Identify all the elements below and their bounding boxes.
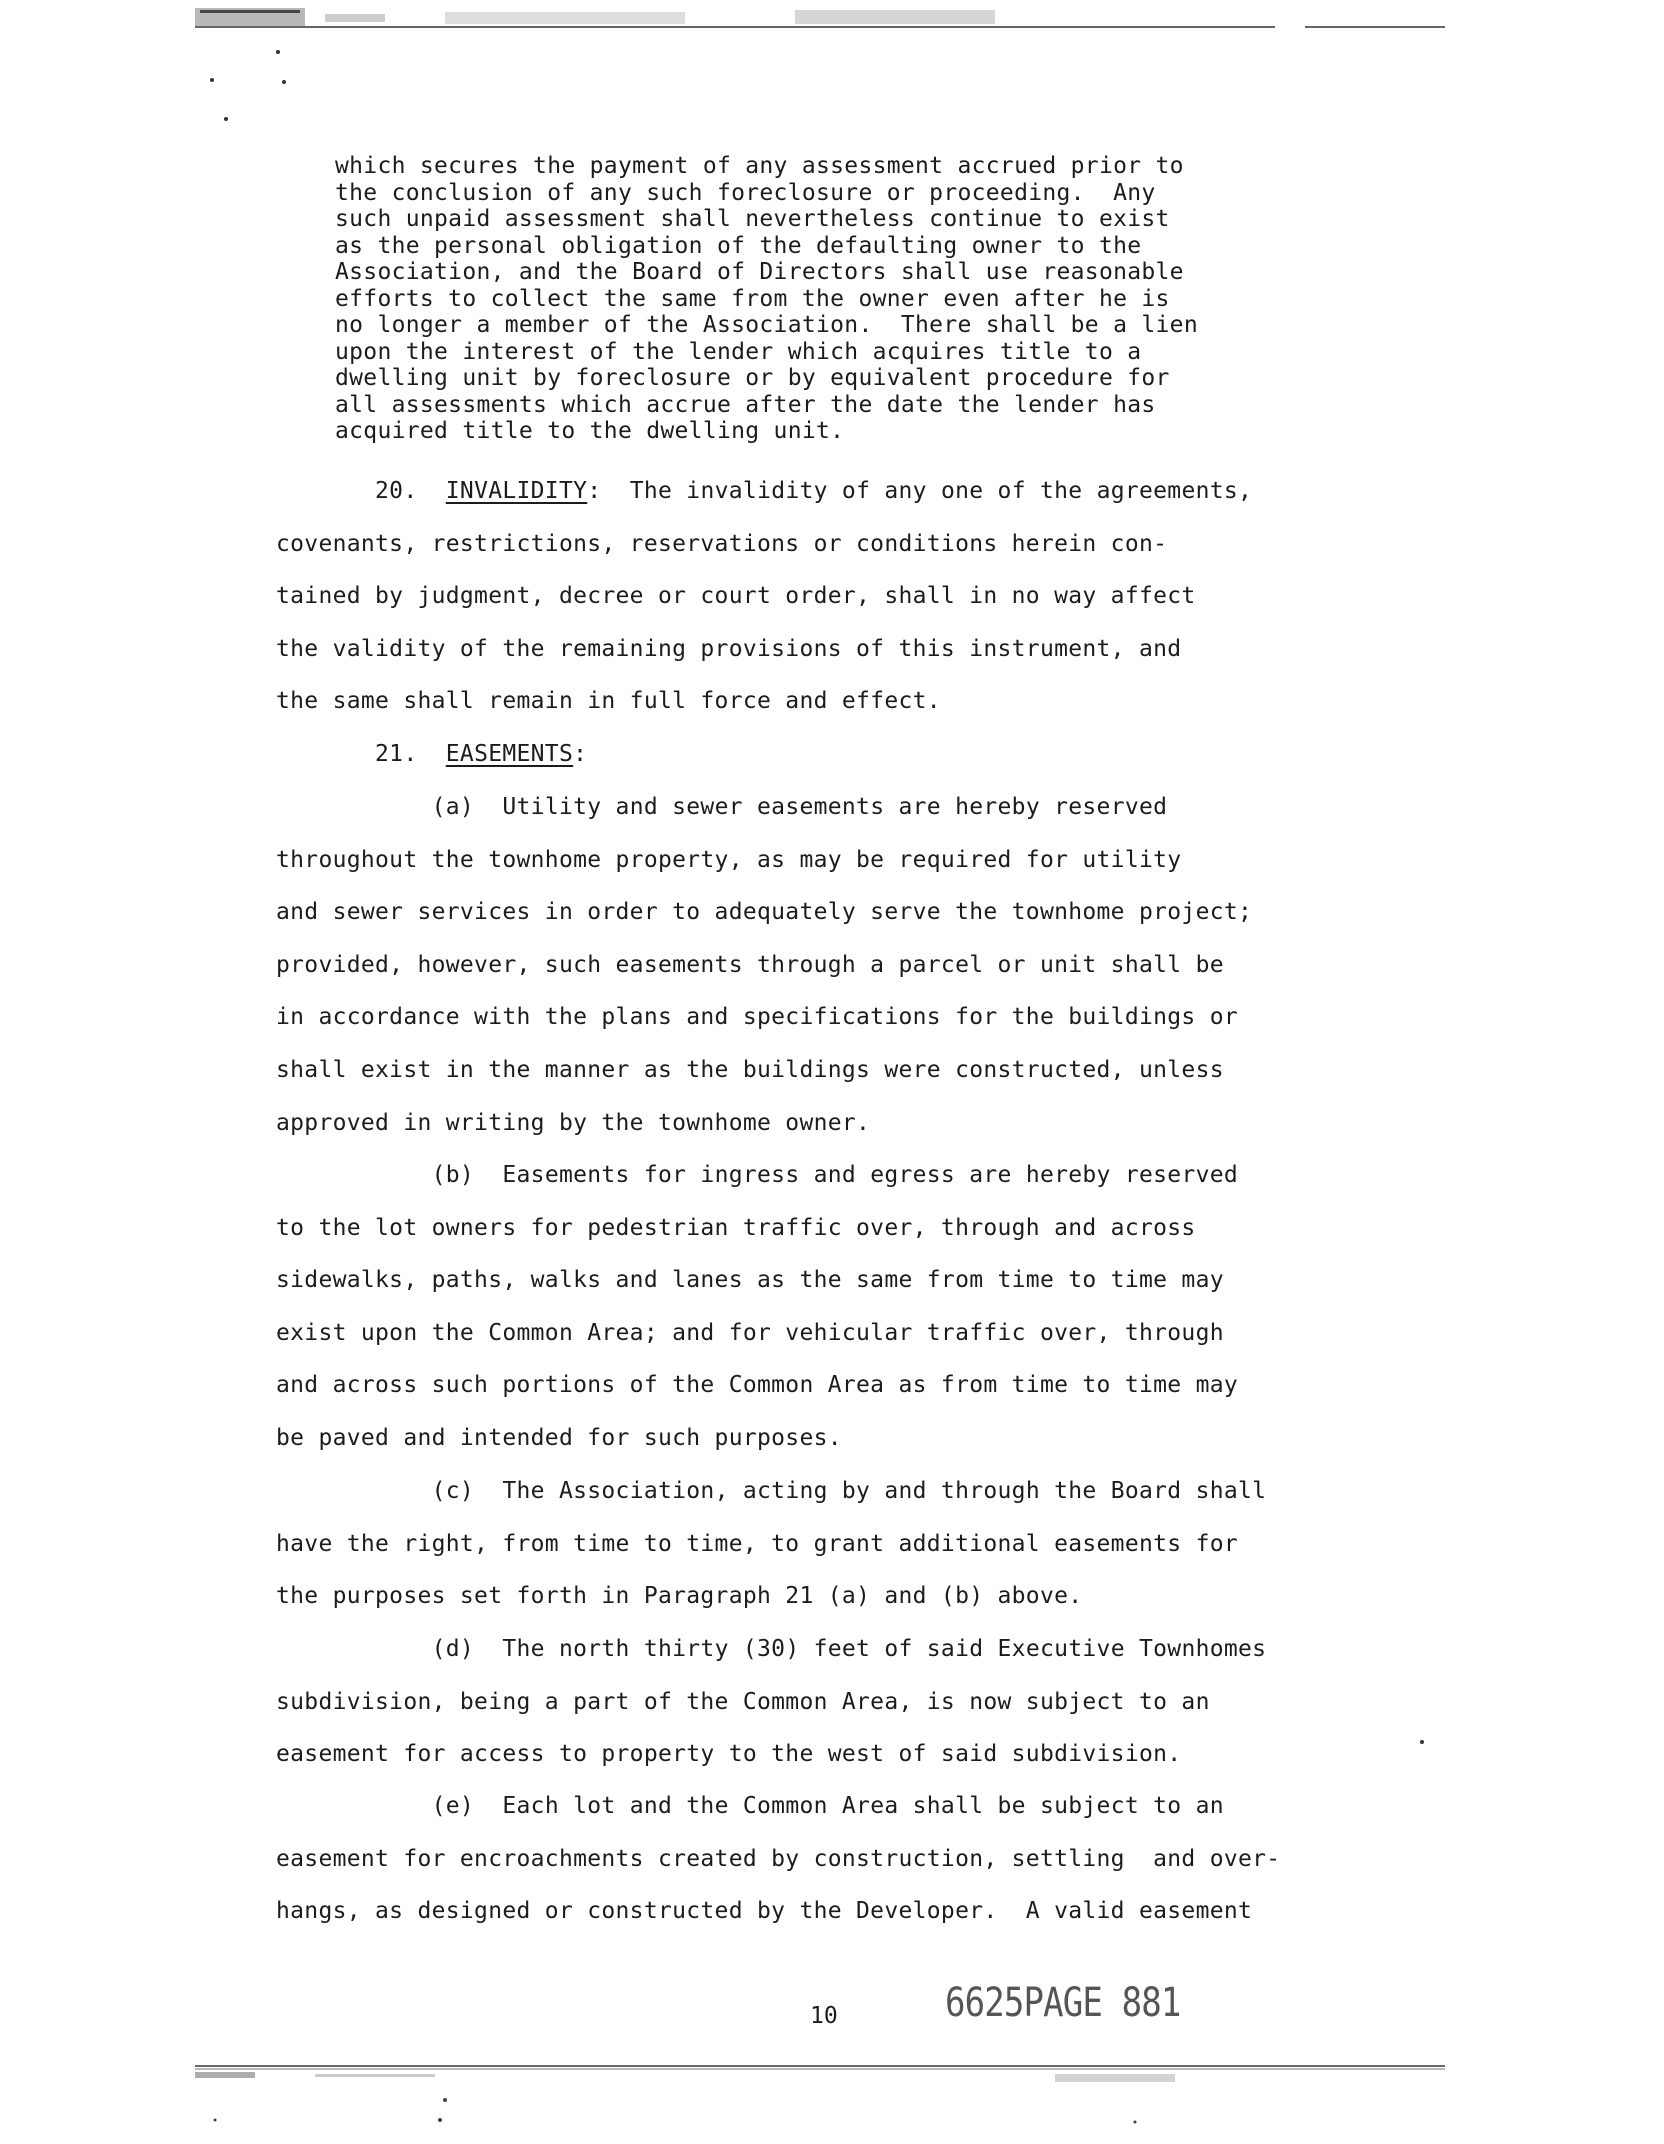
text-line: easement for access to property to the west of said subdivision. xyxy=(276,1741,1182,1768)
subsection-b xyxy=(276,1149,1238,1465)
text-line: Association, and the Board of Directors shall use reasonable xyxy=(335,259,1184,285)
scan-artifact-bottom xyxy=(195,2060,1445,2130)
subsection-label: (b) xyxy=(431,1162,475,1188)
text-line: hangs, as designed or constructed by the Developer. A valid easement xyxy=(276,1898,1253,1925)
subsection-a xyxy=(276,781,1252,1149)
subsection-label: (e) xyxy=(431,1793,475,1819)
section-number: 20. xyxy=(375,478,418,504)
text-line: acquired title to the dwelling unit. xyxy=(335,418,845,444)
text-line: Easements for ingress and egress are hereby reserved xyxy=(502,1162,1239,1188)
text-line: have the right, from time to time, to grant additional easements for xyxy=(276,1530,1239,1557)
text-line: all assessments which accrue after the date the lender has xyxy=(335,391,1156,418)
text-line: upon the interest of the lender which acquires title to a xyxy=(335,338,1142,365)
text-line: and sewer services in order to adequately serve the townhome project; xyxy=(276,899,1253,926)
text-line: tained by judgment, decree or court order, shall in no way affect xyxy=(276,583,1196,610)
text-line: and across such portions of the Common Area as from time to time may xyxy=(276,1372,1239,1399)
section-heading: INVALIDITY xyxy=(445,478,588,504)
scan-speck xyxy=(224,117,228,121)
text-line: efforts to collect the same from the owner even after he is xyxy=(335,285,1170,312)
text-line: exist upon the Common Area; and for vehicular traffic over, through xyxy=(276,1319,1224,1346)
text-line: be paved and intended for such purposes. xyxy=(276,1424,842,1451)
text-line: The invalidity of any one of the agreements, xyxy=(629,478,1253,504)
subsection-e xyxy=(276,1780,1280,1938)
scan-speck xyxy=(1420,1740,1424,1744)
text-line: throughout the townhome property, as may be required for utility xyxy=(276,846,1182,873)
text-line: easement for encroachments created by construction, settling and over- xyxy=(276,1845,1281,1872)
section-21: 21. EASEMENTS: xyxy=(375,741,588,767)
section-number: 21. xyxy=(375,741,418,767)
section-heading: EASEMENTS xyxy=(445,741,574,767)
subsection-label: (a) xyxy=(431,794,475,820)
text-line: the conclusion of any such foreclosure or proceeding. Any xyxy=(335,179,1156,206)
subsection-label: (c) xyxy=(431,1478,475,1504)
continued-paragraph xyxy=(335,153,1198,445)
text-line: the same shall remain in full force and effect. xyxy=(276,688,941,715)
scan-speck xyxy=(282,80,286,84)
text-line: as the personal obligation of the defaulting owner to the xyxy=(335,232,1142,259)
text-line: which secures the payment of any assessment accrued prior to xyxy=(335,153,1184,179)
text-line: The north thirty (30) feet of said Executive Townhomes xyxy=(502,1636,1267,1662)
text-line: subdivision, being a part of the Common Area, is now subject to an xyxy=(276,1688,1210,1715)
scan-speck xyxy=(210,78,214,82)
text-line: no longer a member of the Association. There shall be a lien xyxy=(335,312,1198,338)
section-20: 20. INVALIDITY: The invalidity of any one of the agreements, covenants, restrictions, reservations or conditions herein con- tained by judgment, decree or court order, shall in no way affect the validity of the remaining provisions of this instrument, and the same shall remain in full force and effect. xyxy=(276,478,1253,715)
subsection-label: (d) xyxy=(431,1636,475,1662)
text-line: shall exist in the manner as the buildings were constructed, unless xyxy=(276,1056,1224,1083)
text-line: to the lot owners for pedestrian traffic over, through and across xyxy=(276,1214,1196,1241)
text-line: provided, however, such easements through a parcel or unit shall be xyxy=(276,951,1224,978)
text-line: Each lot and the Common Area shall be subject to an xyxy=(502,1793,1224,1819)
text-line: dwelling unit by foreclosure or by equivalent procedure for xyxy=(335,365,1170,391)
text-line: such unpaid assessment shall nevertheless continue to exist xyxy=(335,206,1170,232)
recording-stamp: 6625PAGE 881 xyxy=(945,1980,1181,2026)
subsection-c xyxy=(276,1465,1266,1623)
text-line: covenants, restrictions, reservations or conditions herein con- xyxy=(276,530,1168,557)
scan-artifact-top xyxy=(195,8,1445,30)
text-line: in accordance with the plans and specifications for the buildings or xyxy=(276,1004,1239,1031)
scan-speck xyxy=(276,50,280,54)
text-line: approved in writing by the townhome owner. xyxy=(276,1109,871,1136)
text-line: the validity of the remaining provisions of this instrument, and xyxy=(276,635,1182,662)
page-number: 10 xyxy=(810,2003,838,2029)
text-line: Utility and sewer easements are hereby reserved xyxy=(502,794,1168,820)
text-line: sidewalks, paths, walks and lanes as the same from time to time may xyxy=(276,1267,1224,1294)
text-line: The Association, acting by and through the Board shall xyxy=(502,1478,1267,1504)
text-line: the purposes set forth in Paragraph 21 (a) and (b) above. xyxy=(276,1583,1083,1610)
subsection-d xyxy=(276,1623,1266,1781)
